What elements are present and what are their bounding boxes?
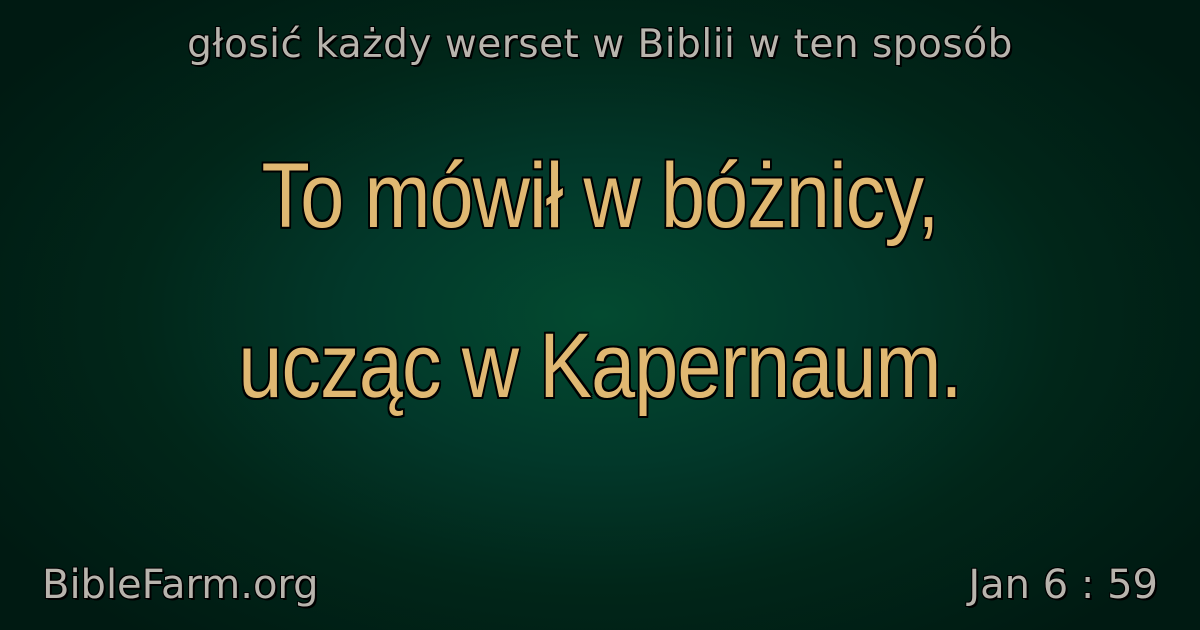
verse-text (84, 145, 1116, 417)
site-name: BibleFarm.org (42, 562, 319, 608)
verse-line-2: ucząc w Kapernaum. (238, 315, 962, 417)
verse-line-1: To mówił w bóżnicy, (261, 145, 939, 247)
verse-reference: Jan 6 : 59 (968, 562, 1158, 608)
tagline: głosić każdy werset w Biblii w ten sposób (187, 22, 1013, 67)
